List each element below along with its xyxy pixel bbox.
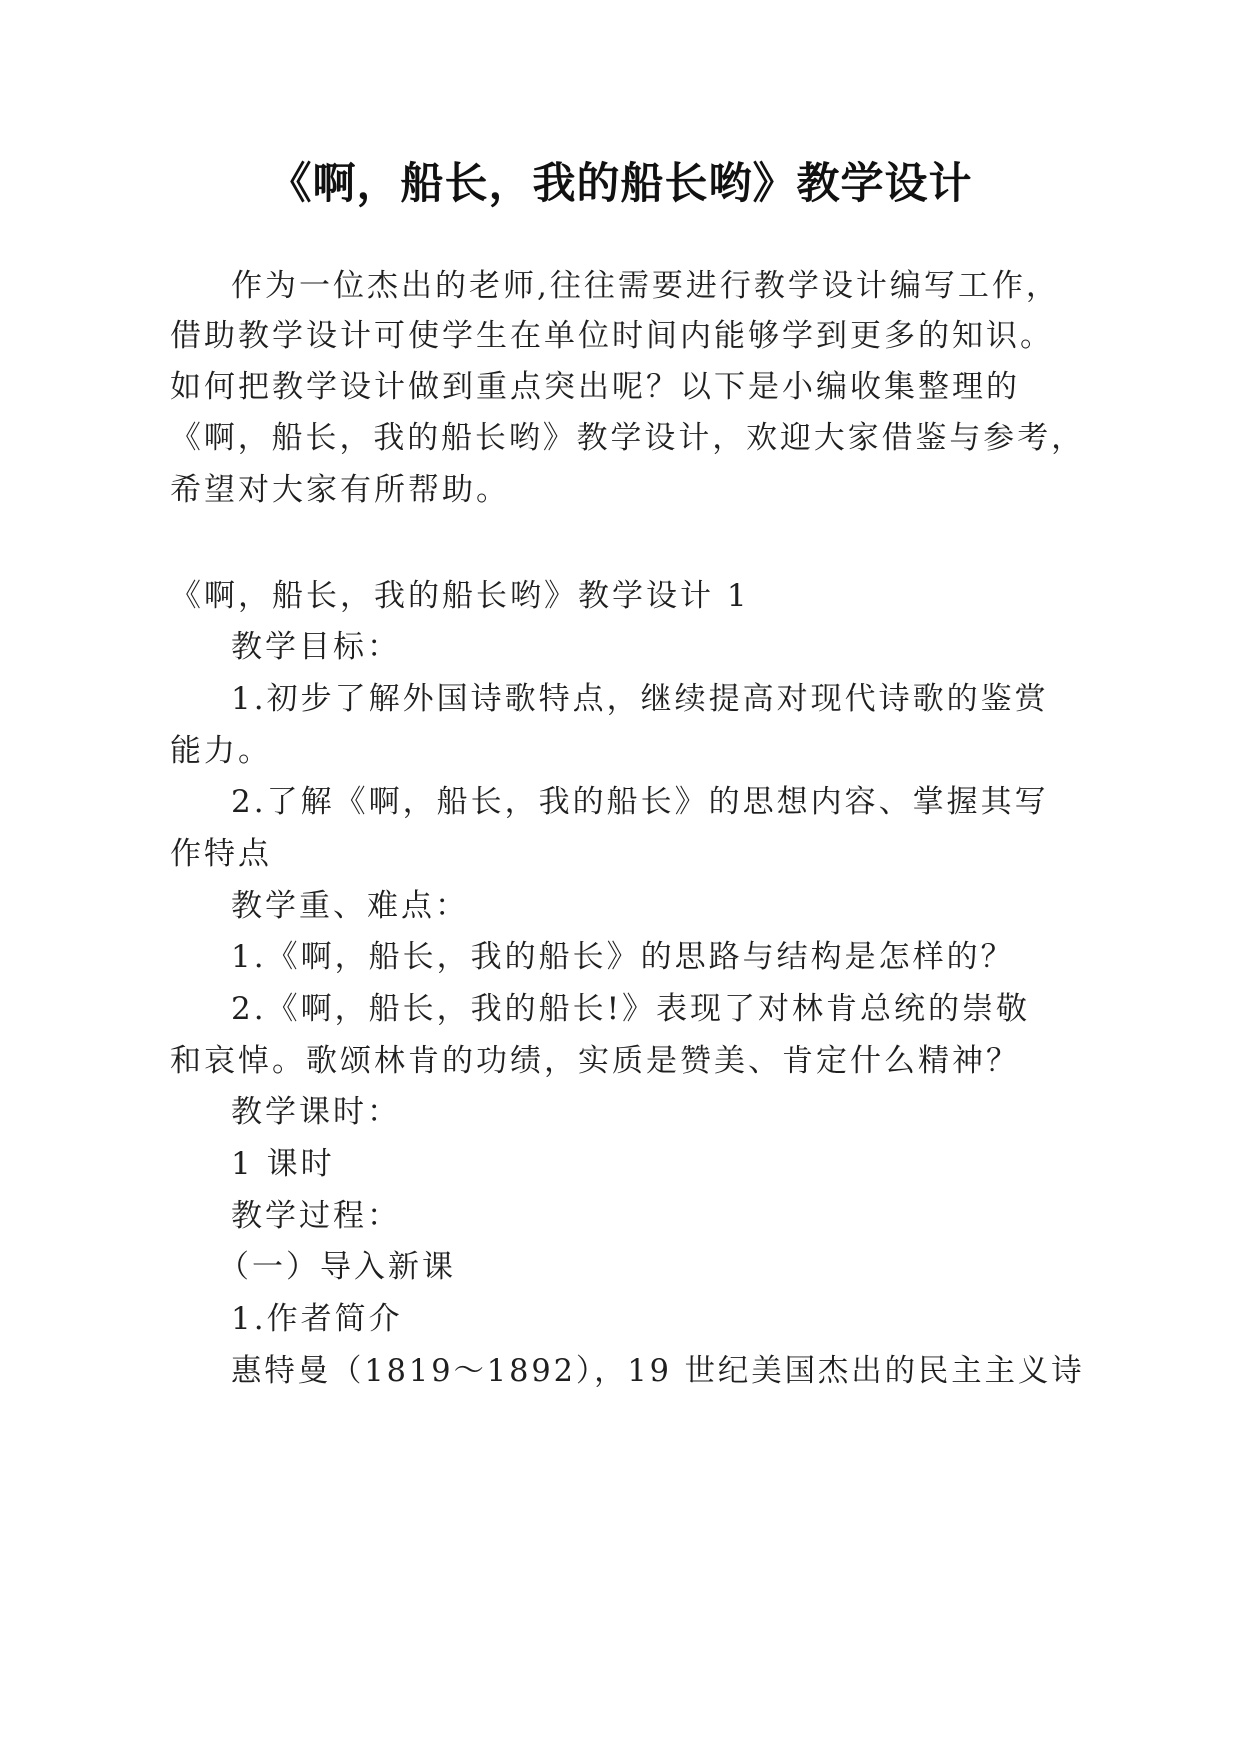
body-line: 教学过程： — [231, 1198, 401, 1234]
body-line: 2.《啊，船长，我的船长!》表现了对林肯总统的崇敬 — [231, 991, 1031, 1027]
body-line: 1.作者简介 — [231, 1301, 403, 1337]
body-line: 和哀悼。歌颂林肯的功绩，实质是赞美、肯定什么精神？ — [170, 1043, 1020, 1079]
body-line: 1.《啊，船长，我的船长》的思路与结构是怎样的？ — [231, 939, 1015, 975]
intro-line: 如何把教学设计做到重点突出呢？以下是小编收集整理的 — [170, 369, 1020, 405]
body-line: 教学课时： — [231, 1094, 401, 1130]
body-line: 1 课时 — [231, 1146, 335, 1182]
body-line: 1.初步了解外国诗歌特点，继续提高对现代诗歌的鉴赏 — [231, 681, 1049, 717]
document-title: 《啊，船长，我的船长哟》教学设计 — [268, 159, 973, 209]
body-line: 作特点 — [170, 836, 272, 872]
intro-line: 希望对大家有所帮助。 — [170, 472, 510, 508]
body-line: 惠特曼（1819～1892），19 世纪美国杰出的民主主义诗 — [231, 1353, 1085, 1389]
body-line: 教学重、难点： — [231, 888, 469, 924]
intro-line: 借助教学设计可使学生在单位时间内能够学到更多的知识。 — [170, 318, 1054, 354]
section-heading: 《啊，船长，我的船长哟》教学设计 1 — [170, 578, 750, 614]
body-line: 能力。 — [170, 733, 272, 769]
intro-line: 《啊，船长，我的船长哟》教学设计，欢迎大家借鉴与参考， — [170, 420, 1085, 456]
body-line: （一）导入新课 — [218, 1249, 456, 1285]
body-line: 教学目标： — [231, 629, 401, 665]
intro-line: 作为一位杰出的老师,往往需要进行教学设计编写工作， — [231, 268, 1060, 304]
body-line: 2.了解《啊，船长，我的船长》的思想内容、掌握其写 — [231, 784, 1049, 820]
